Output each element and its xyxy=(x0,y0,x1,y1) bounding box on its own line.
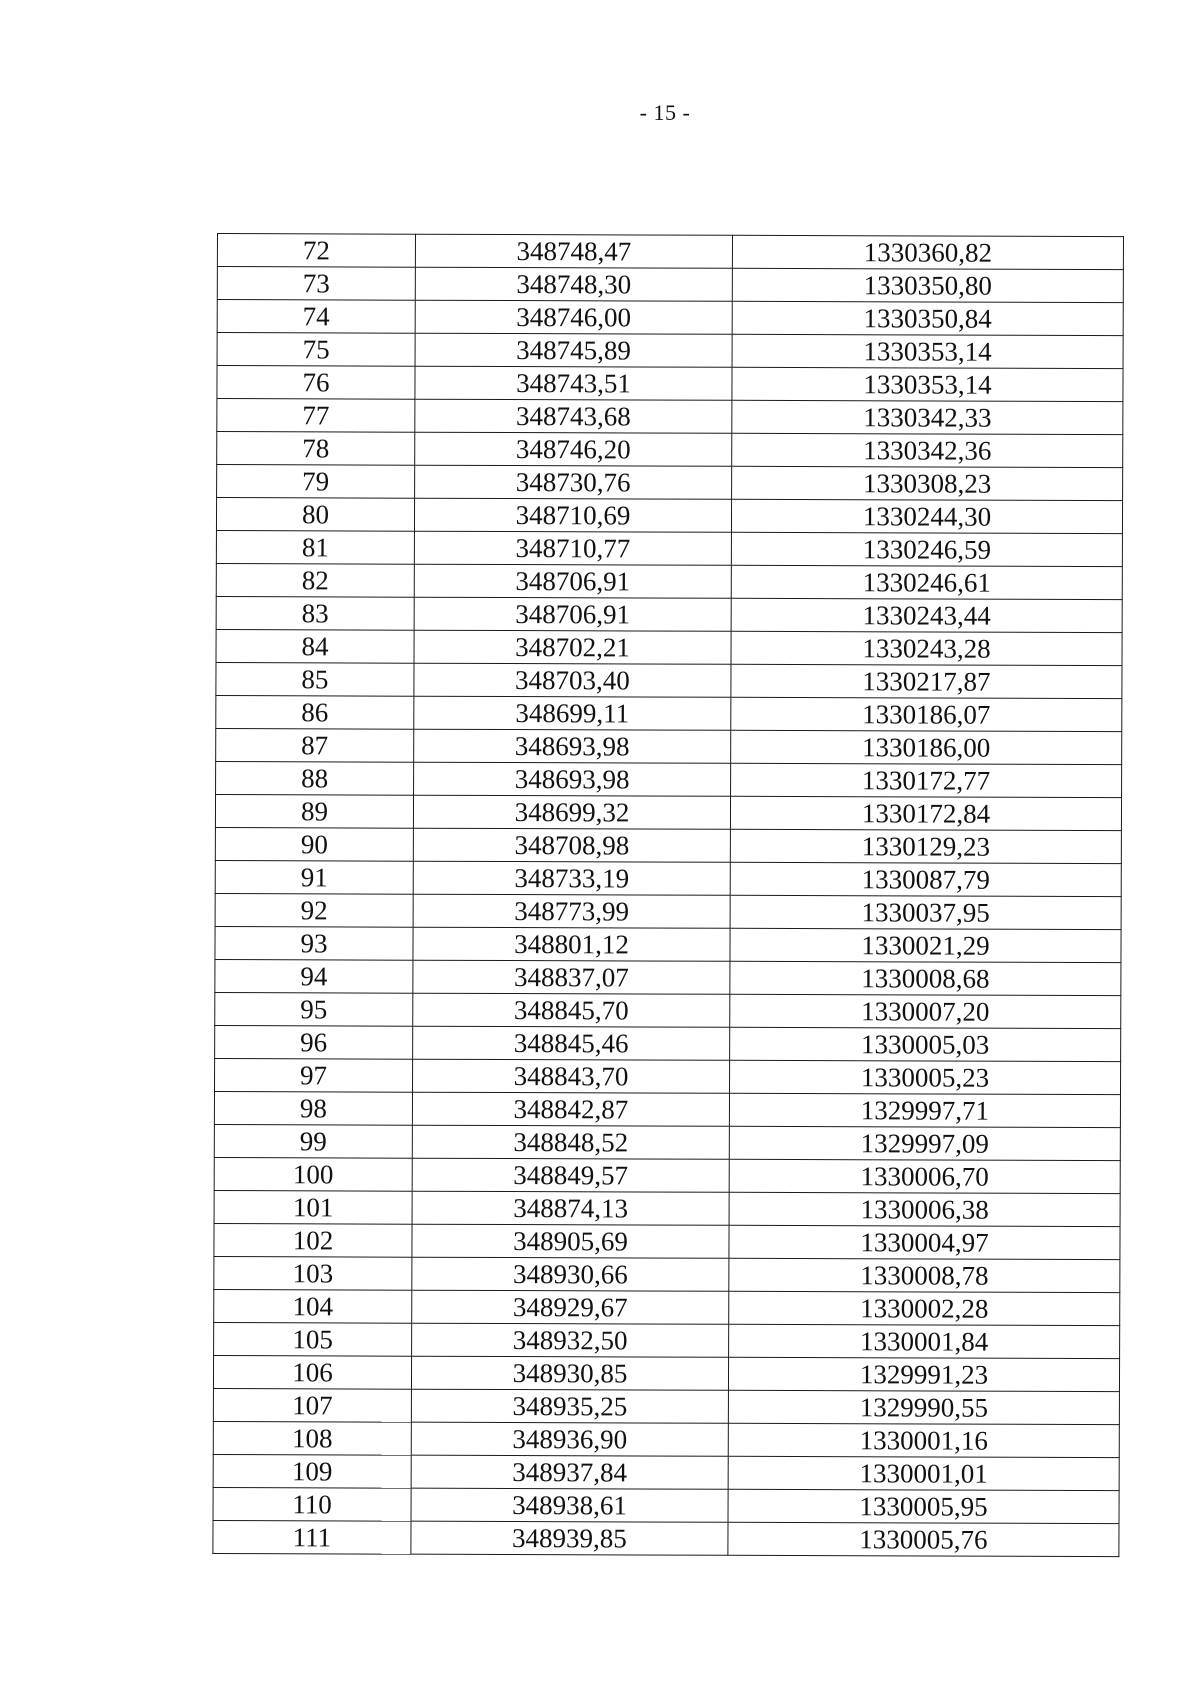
y-coordinate-cell: 1330246,59 xyxy=(731,532,1122,566)
y-coordinate-cell: 1330001,84 xyxy=(729,1324,1120,1358)
point-number-cell: 103 xyxy=(214,1256,412,1290)
coordinates-table-body xyxy=(213,234,1124,1557)
table-row xyxy=(213,1355,1119,1391)
x-coordinate-cell: 348743,51 xyxy=(415,366,732,400)
y-coordinate-cell: 1330006,38 xyxy=(729,1192,1120,1226)
y-coordinate-cell: 1330342,36 xyxy=(732,433,1123,467)
point-number-cell: 76 xyxy=(217,366,415,400)
point-number-cell: 79 xyxy=(217,465,415,499)
table-row xyxy=(214,1223,1120,1259)
table-row xyxy=(217,399,1123,435)
point-number-cell: 94 xyxy=(215,959,413,993)
point-number-cell: 80 xyxy=(216,498,414,532)
y-coordinate-cell: 1330243,44 xyxy=(731,598,1122,632)
x-coordinate-cell: 348699,32 xyxy=(413,795,730,829)
y-coordinate-cell: 1330005,95 xyxy=(728,1489,1119,1523)
x-coordinate-cell: 348746,20 xyxy=(415,432,732,466)
y-coordinate-cell: 1329990,55 xyxy=(728,1390,1119,1424)
y-coordinate-cell: 1330172,77 xyxy=(731,763,1122,797)
y-coordinate-cell: 1330002,28 xyxy=(729,1291,1120,1325)
y-coordinate-cell: 1330186,00 xyxy=(731,730,1122,764)
point-number-cell: 74 xyxy=(217,300,415,334)
y-coordinate-cell: 1330021,29 xyxy=(730,928,1121,962)
y-coordinate-cell: 1330037,95 xyxy=(730,895,1121,929)
x-coordinate-cell: 348848,52 xyxy=(412,1125,729,1159)
x-coordinate-cell: 348706,91 xyxy=(414,564,731,598)
page-number: - 15 - xyxy=(639,100,691,125)
table-row xyxy=(216,530,1122,566)
table-row xyxy=(214,1091,1120,1127)
y-coordinate-cell: 1330244,30 xyxy=(731,499,1122,533)
x-coordinate-cell: 348845,70 xyxy=(413,993,730,1027)
table-row xyxy=(216,662,1122,698)
table-row xyxy=(215,794,1121,830)
point-number-cell: 73 xyxy=(217,267,415,301)
table-row xyxy=(215,1025,1121,1061)
y-coordinate-cell: 1330001,16 xyxy=(728,1423,1119,1457)
x-coordinate-cell: 348939,85 xyxy=(411,1521,728,1555)
x-coordinate-cell: 348703,40 xyxy=(414,663,731,697)
y-coordinate-cell: 1330005,03 xyxy=(730,1027,1121,1061)
table-row xyxy=(213,1388,1119,1424)
point-number-cell: 98 xyxy=(214,1091,412,1125)
table-row xyxy=(216,498,1122,534)
x-coordinate-cell: 348708,98 xyxy=(413,828,730,862)
point-number-cell: 101 xyxy=(214,1190,412,1224)
x-coordinate-cell: 348843,70 xyxy=(413,1059,730,1093)
point-number-cell: 90 xyxy=(215,827,413,861)
y-coordinate-cell: 1330353,14 xyxy=(732,334,1123,368)
point-number-cell: 82 xyxy=(216,563,414,597)
table-row xyxy=(215,992,1121,1028)
point-number-cell: 93 xyxy=(215,926,413,960)
x-coordinate-cell: 348905,69 xyxy=(412,1224,729,1258)
point-number-cell: 104 xyxy=(214,1289,412,1323)
point-number-cell: 100 xyxy=(214,1157,412,1191)
point-number-cell: 88 xyxy=(216,761,414,795)
x-coordinate-cell: 348748,47 xyxy=(415,234,732,268)
point-number-cell: 85 xyxy=(216,662,414,696)
y-coordinate-cell: 1330008,78 xyxy=(729,1258,1120,1292)
x-coordinate-cell: 348702,21 xyxy=(414,630,731,664)
y-coordinate-cell: 1330172,84 xyxy=(730,796,1121,830)
table-row xyxy=(213,1487,1119,1523)
x-coordinate-cell: 348746,00 xyxy=(415,300,732,334)
table-row xyxy=(213,1421,1119,1457)
x-coordinate-cell: 348837,07 xyxy=(413,960,730,994)
x-coordinate-cell: 348929,67 xyxy=(412,1290,729,1324)
y-coordinate-cell: 1330129,23 xyxy=(730,829,1121,863)
y-coordinate-cell: 1330217,87 xyxy=(731,664,1122,698)
x-coordinate-cell: 348874,13 xyxy=(412,1191,729,1225)
table-row xyxy=(217,267,1123,303)
point-number-cell: 81 xyxy=(216,530,414,564)
x-coordinate-cell: 348938,61 xyxy=(411,1488,728,1522)
table-row xyxy=(214,1124,1120,1160)
table-row xyxy=(214,1289,1120,1325)
x-coordinate-cell: 348743,68 xyxy=(415,399,732,433)
y-coordinate-cell: 1330008,68 xyxy=(730,961,1121,995)
point-number-cell: 87 xyxy=(216,728,414,762)
y-coordinate-cell: 1330243,28 xyxy=(731,631,1122,665)
point-number-cell: 84 xyxy=(216,629,414,663)
table-row xyxy=(213,1520,1119,1556)
point-number-cell: 109 xyxy=(213,1454,411,1488)
x-coordinate-cell: 348733,19 xyxy=(413,861,730,895)
table-row xyxy=(216,728,1122,764)
y-coordinate-cell: 1330005,23 xyxy=(730,1060,1121,1094)
x-coordinate-cell: 348710,69 xyxy=(414,498,731,532)
point-number-cell: 111 xyxy=(213,1520,411,1554)
point-number-cell: 97 xyxy=(215,1058,413,1092)
point-number-cell: 72 xyxy=(217,234,415,268)
y-coordinate-cell: 1330246,61 xyxy=(731,565,1122,599)
x-coordinate-cell: 348937,84 xyxy=(411,1455,728,1489)
point-number-cell: 106 xyxy=(213,1355,411,1389)
y-coordinate-cell: 1330005,76 xyxy=(728,1522,1119,1556)
point-number-cell: 91 xyxy=(215,860,413,894)
table-row xyxy=(215,926,1121,962)
table-row xyxy=(213,1454,1119,1490)
point-number-cell: 105 xyxy=(214,1322,412,1356)
table-row xyxy=(214,1157,1120,1193)
point-number-cell: 108 xyxy=(213,1421,411,1455)
point-number-cell: 95 xyxy=(215,992,413,1026)
table-row xyxy=(215,959,1121,995)
x-coordinate-cell: 348849,57 xyxy=(412,1158,729,1192)
y-coordinate-cell: 1330308,23 xyxy=(732,466,1123,500)
y-coordinate-cell: 1330360,82 xyxy=(732,235,1123,269)
y-coordinate-cell: 1330342,33 xyxy=(732,400,1123,434)
x-coordinate-cell: 348932,50 xyxy=(412,1323,729,1357)
y-coordinate-cell: 1329997,71 xyxy=(729,1093,1120,1127)
point-number-cell: 77 xyxy=(217,399,415,433)
table-row xyxy=(217,465,1123,501)
x-coordinate-cell: 348693,98 xyxy=(414,729,731,763)
point-number-cell: 96 xyxy=(215,1025,413,1059)
point-number-cell: 99 xyxy=(214,1124,412,1158)
y-coordinate-cell: 1330006,70 xyxy=(729,1159,1120,1193)
point-number-cell: 86 xyxy=(216,695,414,729)
y-coordinate-cell: 1330350,84 xyxy=(732,301,1123,335)
table-row xyxy=(216,563,1122,599)
table-row xyxy=(214,1322,1120,1358)
y-coordinate-cell: 1330004,97 xyxy=(729,1225,1120,1259)
x-coordinate-cell: 348710,77 xyxy=(414,531,731,565)
y-coordinate-cell: 1330186,07 xyxy=(731,697,1122,731)
table-row xyxy=(217,234,1123,270)
table-row xyxy=(216,629,1122,665)
x-coordinate-cell: 348930,66 xyxy=(412,1257,729,1291)
table-row xyxy=(216,761,1122,797)
table-row xyxy=(214,1190,1120,1226)
point-number-cell: 107 xyxy=(213,1388,411,1422)
x-coordinate-cell: 348935,25 xyxy=(411,1389,728,1423)
y-coordinate-cell: 1330353,14 xyxy=(732,367,1123,401)
coordinates-table xyxy=(212,233,1124,1557)
x-coordinate-cell: 348930,85 xyxy=(411,1356,728,1390)
y-coordinate-cell: 1330001,01 xyxy=(728,1456,1119,1490)
y-coordinate-cell: 1330007,20 xyxy=(730,994,1121,1028)
x-coordinate-cell: 348845,46 xyxy=(413,1026,730,1060)
y-coordinate-cell: 1329991,23 xyxy=(728,1357,1119,1391)
table-row xyxy=(214,1256,1120,1292)
table-row xyxy=(215,893,1121,929)
x-coordinate-cell: 348773,99 xyxy=(413,894,730,928)
table-row xyxy=(217,366,1123,402)
x-coordinate-cell: 348706,91 xyxy=(414,597,731,631)
y-coordinate-cell: 1329997,09 xyxy=(729,1126,1120,1160)
point-number-cell: 92 xyxy=(215,893,413,927)
x-coordinate-cell: 348936,90 xyxy=(411,1422,728,1456)
table-row xyxy=(215,1058,1121,1094)
x-coordinate-cell: 348842,87 xyxy=(412,1092,729,1126)
x-coordinate-cell: 348699,11 xyxy=(414,696,731,730)
table-row xyxy=(215,827,1121,863)
table-row xyxy=(217,432,1123,468)
table-row xyxy=(216,695,1122,731)
table-row xyxy=(217,333,1123,369)
x-coordinate-cell: 348748,30 xyxy=(415,267,732,301)
table-row xyxy=(216,596,1122,632)
x-coordinate-cell: 348693,98 xyxy=(414,762,731,796)
point-number-cell: 75 xyxy=(217,333,415,367)
point-number-cell: 110 xyxy=(213,1487,411,1521)
point-number-cell: 102 xyxy=(214,1223,412,1257)
table-row xyxy=(215,860,1121,896)
table-row xyxy=(217,300,1123,336)
point-number-cell: 89 xyxy=(215,794,413,828)
y-coordinate-cell: 1330087,79 xyxy=(730,862,1121,896)
y-coordinate-cell: 1330350,80 xyxy=(732,268,1123,302)
point-number-cell: 83 xyxy=(216,596,414,630)
x-coordinate-cell: 348801,12 xyxy=(413,927,730,961)
x-coordinate-cell: 348730,76 xyxy=(415,465,732,499)
x-coordinate-cell: 348745,89 xyxy=(415,333,732,367)
point-number-cell: 78 xyxy=(217,432,415,466)
